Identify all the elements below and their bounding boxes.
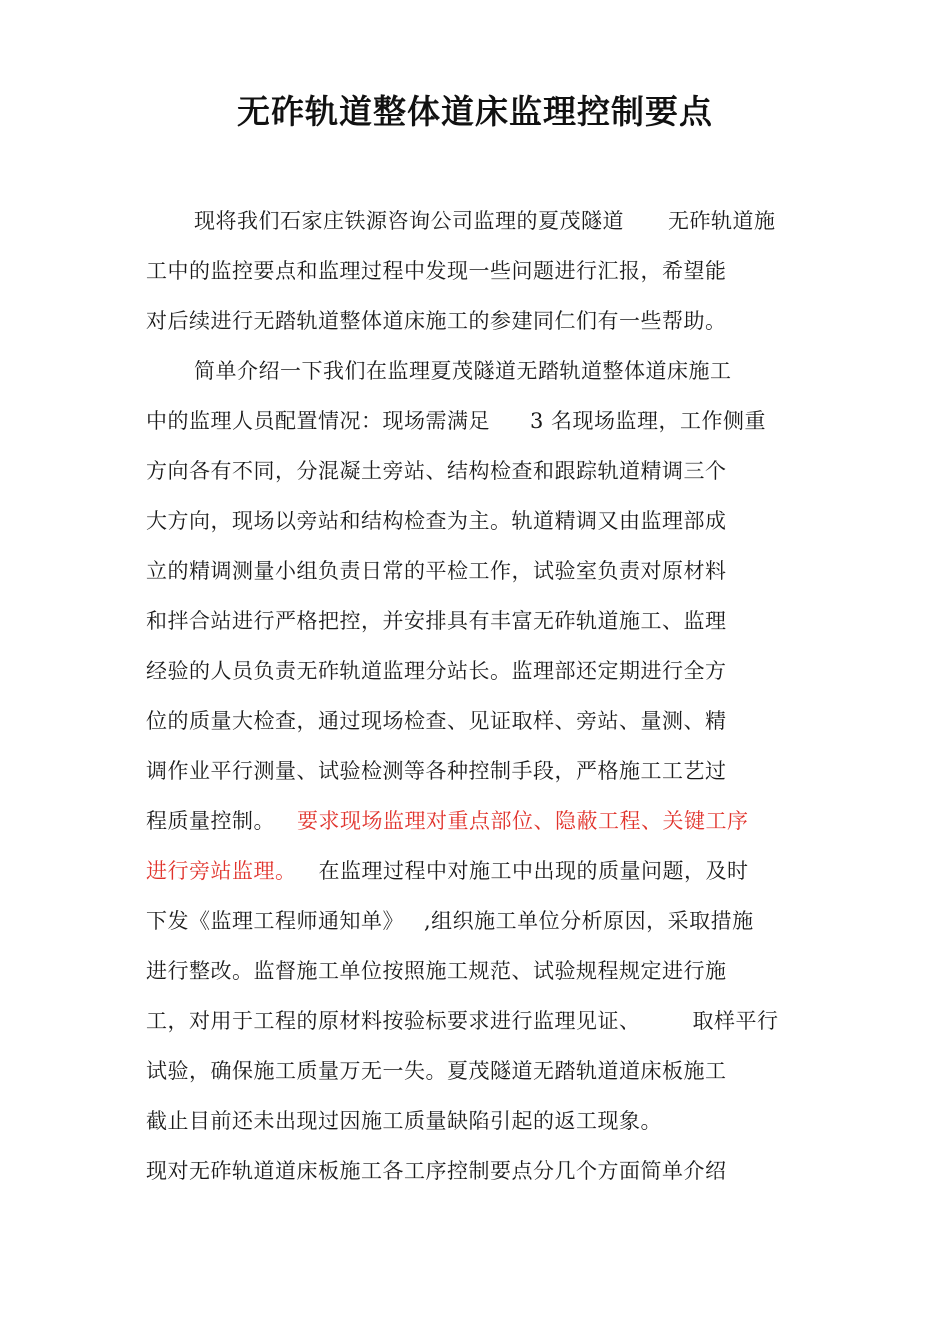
paragraph-line: 位的质量大检查，通过现场检查、见证取样、旁站、量测、精	[146, 709, 727, 733]
text-span: 程质量控制。	[146, 809, 275, 833]
paragraph-line: 方向各有不同，分混凝土旁站、结构检查和跟踪轨道精调三个	[146, 459, 727, 483]
paragraph-line	[146, 856, 749, 886]
paragraph-line: 对后续进行无踏轨道整体道床施工的参建同仁们有一些帮助。	[146, 309, 727, 333]
paragraph-line: 立的精调测量小组负责日常的平检工作，试验室负责对原材料	[146, 559, 727, 583]
paragraph-line	[146, 406, 766, 436]
paragraph-line: 调作业平行测量、试验检测等各种控制手段，严格施工工艺过	[146, 759, 727, 783]
paragraph-line: 大方向，现场以旁站和结构检查为主。轨道精调又由监理部成	[146, 509, 727, 533]
paragraph-line: 试验，确保施工质量万无一失。夏茂隧道无踏轨道道床板施工	[146, 1059, 727, 1083]
text-span: 中的监理人员配置情况：现场需满足	[146, 409, 490, 433]
paragraph-line: 进行整改。监督施工单位按照施工规范、试验规程规定进行施	[146, 959, 727, 983]
document-title: 无砟轨道整体道床监理控制要点	[237, 92, 713, 131]
paragraph-line	[194, 206, 776, 236]
paragraph-line	[146, 906, 754, 936]
highlighted-text: 要求现场监理对重点部位、隐蔽工程、关键工序	[297, 809, 749, 833]
paragraph-line: 工中的监控要点和监理过程中发现一些问题进行汇报，希望能	[146, 259, 727, 283]
text-span: 无砟轨道施	[668, 209, 776, 233]
paragraph-line: 经验的人员负责无砟轨道监理分站长。监理部还定期进行全方	[146, 659, 727, 683]
text-span: 工，对用于工程的原材料按验标要求进行监理见证、	[146, 1009, 641, 1033]
text-span: 下发《监理工程师通知单》	[146, 909, 404, 933]
paragraph-line: 简单介绍一下我们在监理夏茂隧道无踏轨道整体道床施工	[194, 359, 732, 383]
text-span: 取样平行	[692, 1009, 779, 1033]
paragraph-line: 截止目前还未出现过因施工质量缺陷引起的返工现象。	[146, 1109, 662, 1133]
text-span: 在监理过程中对施工中出现的质量问题，及时	[318, 859, 749, 883]
text-span: ,组织施工单位分析原因，采取措施	[424, 909, 754, 933]
paragraph-line	[146, 1006, 779, 1036]
paragraph-line	[146, 806, 749, 836]
paragraph-line: 现对无砟轨道道床板施工各工序控制要点分几个方面简单介绍	[146, 1159, 727, 1183]
text-span: 3 名现场监理，工作侧重	[530, 409, 767, 433]
paragraph-line: 和拌合站进行严格把控，并安排具有丰富无砟轨道施工、监理	[146, 609, 727, 633]
text-span: 现将我们石家庄铁源咨询公司监理的夏茂隧道	[194, 209, 624, 233]
highlighted-text: 进行旁站监理。	[146, 859, 297, 883]
